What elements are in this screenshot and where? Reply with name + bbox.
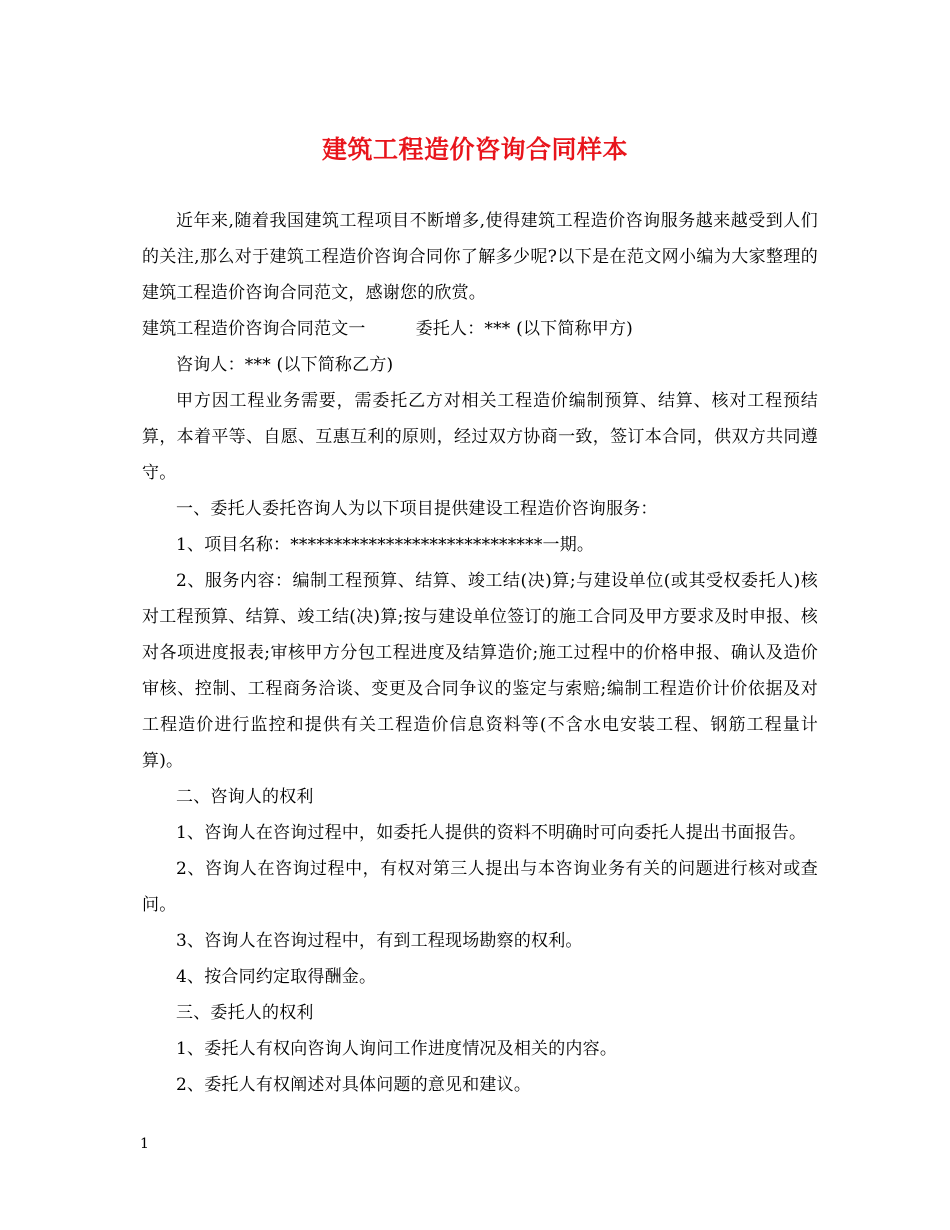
section-1-item-1: 1、项目名称：*****************************一期。	[176, 535, 595, 555]
section-1-heading: 一、委托人委托咨询人为以下项目提供建设工程造价咨询服务：	[176, 499, 658, 519]
sample-label: 建筑工程造价咨询合同范文一	[142, 319, 366, 339]
section-2-item-1: 1、咨询人在咨询过程中，如委托人提供的资料不明确时可向委托人提出书面报告。	[176, 823, 807, 843]
section-3-item-2: 2、委托人有权阐述对具体问题的意见和建议。	[176, 1075, 532, 1095]
section-1-item-2: 2、服务内容：编制工程预算、结算、竣工结(决)算;与建设单位(或其受权委托人)核对工程预算、结算、竣工结(决)算;按与建设单位签订的施工合同及甲方要求及时申报、核对各项进度报表;审核甲方分包工程进度及结算造价;施工过程中的价格申报、确认及造价审核、控制、工程商务洽谈、变更及合同争议的鉴定与索赔;编制工程造价计价依据及对工程造价进行监控和提供有关工程造价信息资料等(不含水电安装工程、钢筋工程量计算)。	[142, 571, 818, 771]
preamble-paragraph: 甲方因工程业务需要，需委托乙方对相关工程造价编制预算、结算、核对工程预结算，本着平等、自愿、互惠互利的原则，经过双方协商一致，签订本合同，供双方共同遵守。	[142, 391, 818, 483]
consultant-line: 咨询人：*** (以下简称乙方)	[176, 355, 394, 375]
section-2-item-4: 4、按合同约定取得酬金。	[176, 967, 377, 987]
section-2-heading: 二、咨询人的权利	[176, 787, 314, 807]
section-3-heading: 三、委托人的权利	[176, 1003, 314, 1023]
intro-paragraph: 近年来,随着我国建筑工程项目不断增多,使得建筑工程造价咨询服务越来越受到人们的关注,那么对于建筑工程造价咨询合同你了解多少呢?以下是在范文网小编为大家整理的建筑工程造价咨询合同范文，感谢您的欣赏。	[142, 211, 818, 303]
section-3-item-1: 1、委托人有权向咨询人询问工作进度情况及相关的内容。	[176, 1039, 618, 1059]
document-body	[142, 203, 818, 1103]
section-2-item-2: 2、咨询人在咨询过程中，有权对第三人提出与本咨询业务有关的问题进行核对或查问。	[142, 859, 818, 915]
page-number: 1	[140, 1136, 149, 1152]
client-line: 委托人：*** (以下简称甲方)	[415, 319, 633, 339]
section-2-item-3: 3、咨询人在咨询过程中，有到工程现场勘察的权利。	[176, 931, 583, 951]
document-title: 建筑工程造价咨询合同样本	[321, 135, 628, 164]
sample-heading-line	[142, 311, 818, 347]
